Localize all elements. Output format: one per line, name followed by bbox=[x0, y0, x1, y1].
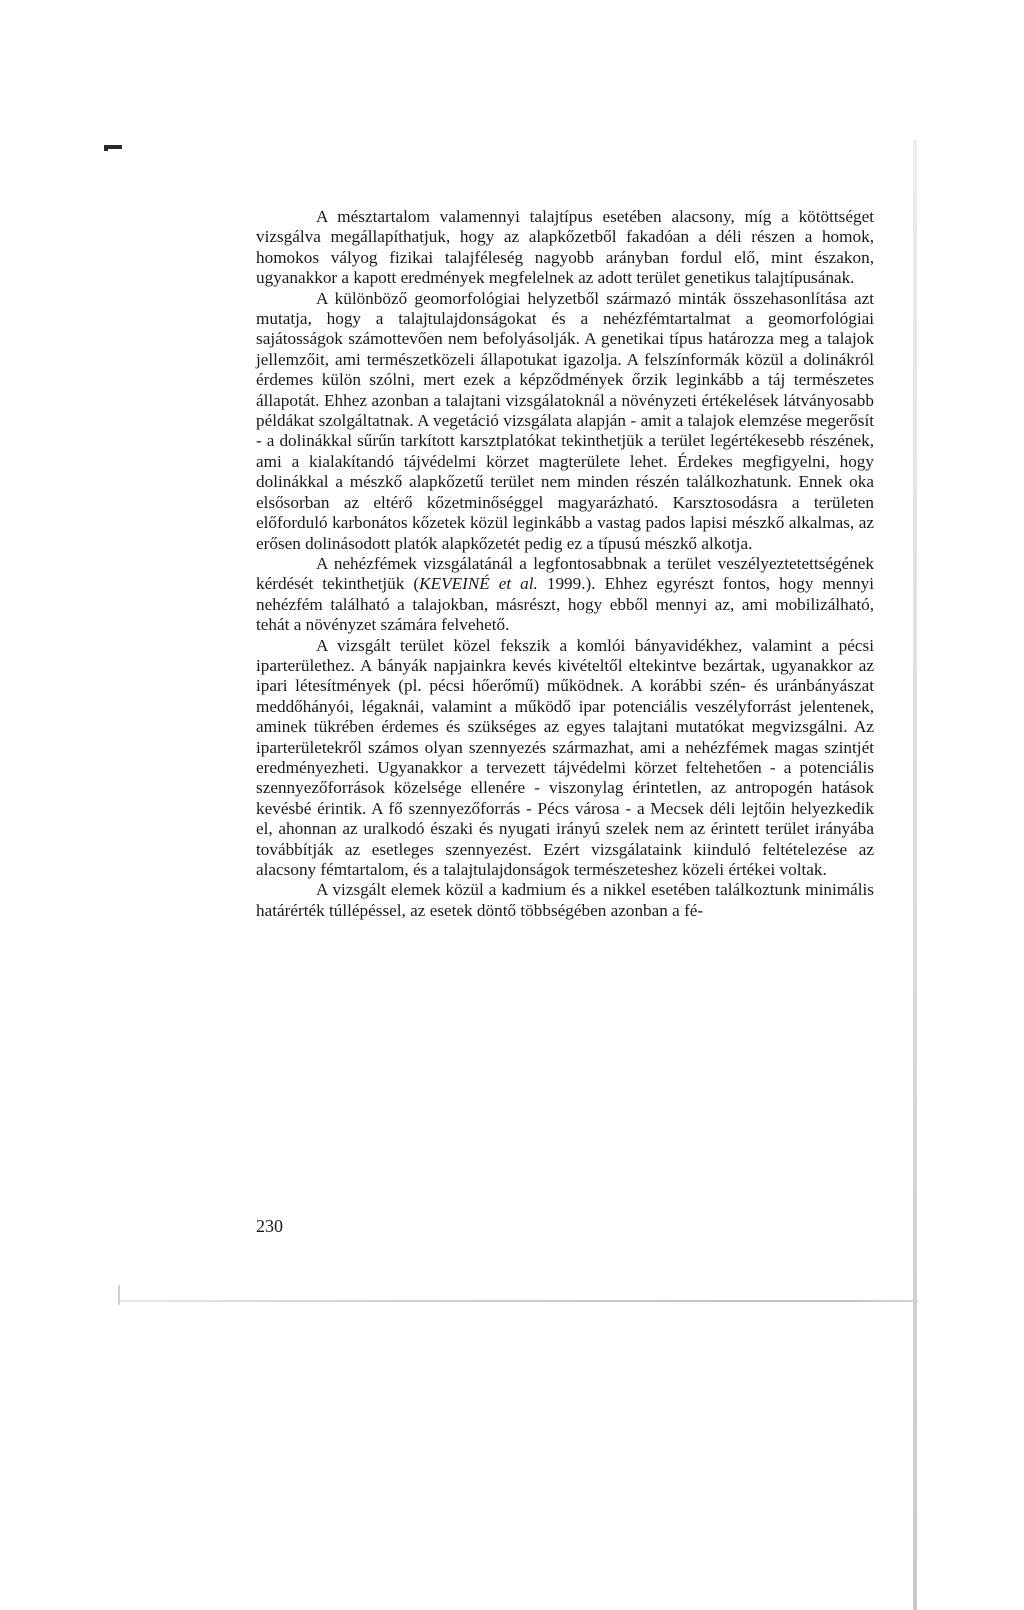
page-edge-right bbox=[913, 140, 917, 1610]
body-text bbox=[256, 207, 874, 921]
paragraph-heavy-metals: A nehézfémek vizsgálatánál a legfontosabbnak a terület veszélyeztetettségének kérdését tekinthetjük (KEVEINÉ et al. 1999.). Ehhez egyrészt fontos, hogy mennyi nehézfém található a talajokban, másrészt, hogy ebből mennyi az, ami mobilizálható, tehát a növényzet számára felvehető. bbox=[256, 553, 875, 635]
page-number: 230 bbox=[256, 1216, 283, 1236]
scan-artifact-mark bbox=[104, 145, 122, 149]
paragraph-geomorphology: A különböző geomorfológiai helyzetből származó minták összehasonlítása azt mutatja, hogy a talajtulajdonságokat és a nehézfémtartalmat a geomorfológiai sajátosságok számottevően nem befolyásolják. A genetikai típus határozza meg a talajok jellemzőit, ami természetközeli állapotukat igazolja. A felszínformák közül a dolinákról érdemes külön szólni, mert ezek a képződmények őrzik leginkább a táj természetes állapotát. Ehhez azonban a talajtani vizsgálatoknál a növényzeti értékelések látványosabb példákat szolgáltatnak. A vegetáció vizsgálata alapján - amit a talajok elemzése megerősít - a dolinákkal sűrűn tarkított karsztplatókat tekinthetjük a terület legértékesebb részének, ami a kialakítandó tájvédelmi körzet magterülete lehet. Érdekes megfigyelni, hogy dolinákkal a mészkő alapkőzetű terület nem minden részén találkozhatunk. Ennek oka elsősorban az eltérő kőzetminőséggel magyarázható. Karsztosodásra a területen előforduló karbonátos kőzetek közül leginkább a vastag pados lapisi mészkő alkalmas, az erősen dolinásodott platók alapkőzetét pedig ez a típusú mészkő alkotja. bbox=[256, 288, 874, 553]
page-edge-left bbox=[118, 1285, 120, 1305]
paragraph-lime-content: A mésztartalom valamennyi talajtípus esetében alacsony, míg a kötöttséget vizsgálva megállapíthatjuk, hogy az alapkőzetből fakadóan a déli részen a homok, homokos vályog fizikai talajféleség nagyobb arányban fordul elő, mint északon, ugyanakkor a kapott eredmények megfelelnek az adott terület genetikus talajtípusának. bbox=[256, 207, 874, 288]
paragraph-pollution-sources: A vizsgált terület közel fekszik a komlói bányavidékhez, valamint a pécsi iparterülethez. A bányák napjainkra kevés kivételtől eltekintve bezártak, ugyanakkor az ipari létesítmények (pl. pécsi hőerőmű) működnek. A korábbi szén- és uránbányászat meddőhányói, légaknái, valamint a működő ipar potenciális veszélyforrást jelentenek, aminek tükrében érdemes és szükséges az egyes talajtani mutatókat megvizsgálni. Az iparterületekről számos olyan szennyezés származhat, ami a nehézfémek magas szintjét eredményezheti. Ugyanakkor a tervezett tájvédelmi körzet feltehetően - a potenciális szennyezőforrások közelsége ellenére - viszonylag érintetlen, az antropogén hatások kevésbé érintik. A fő szennyezőforrás - Pécs városa - a Mecsek déli lejtőin helyezkedik el, ahonnan az uralkodó északi és nyugati irányú szelek nem az érintett terület irányába továbbítják az esetleges szennyezést. Ezért vizsgálataink kiinduló feltételezése az alacsony fémtartalom, és a talajtulajdonságok természeteshez közeli értékei voltak. bbox=[256, 635, 874, 879]
citation-author: KEVEINÉ et al. bbox=[419, 574, 538, 594]
page-edge-bottom bbox=[118, 1300, 918, 1302]
paragraph-cadmium-nickel: A vizsgált elemek közül a kadmium és a nikkel esetében találkoztunk minimális határérték túllépéssel, az esetek döntő többségében azonban a fé- bbox=[256, 880, 874, 920]
